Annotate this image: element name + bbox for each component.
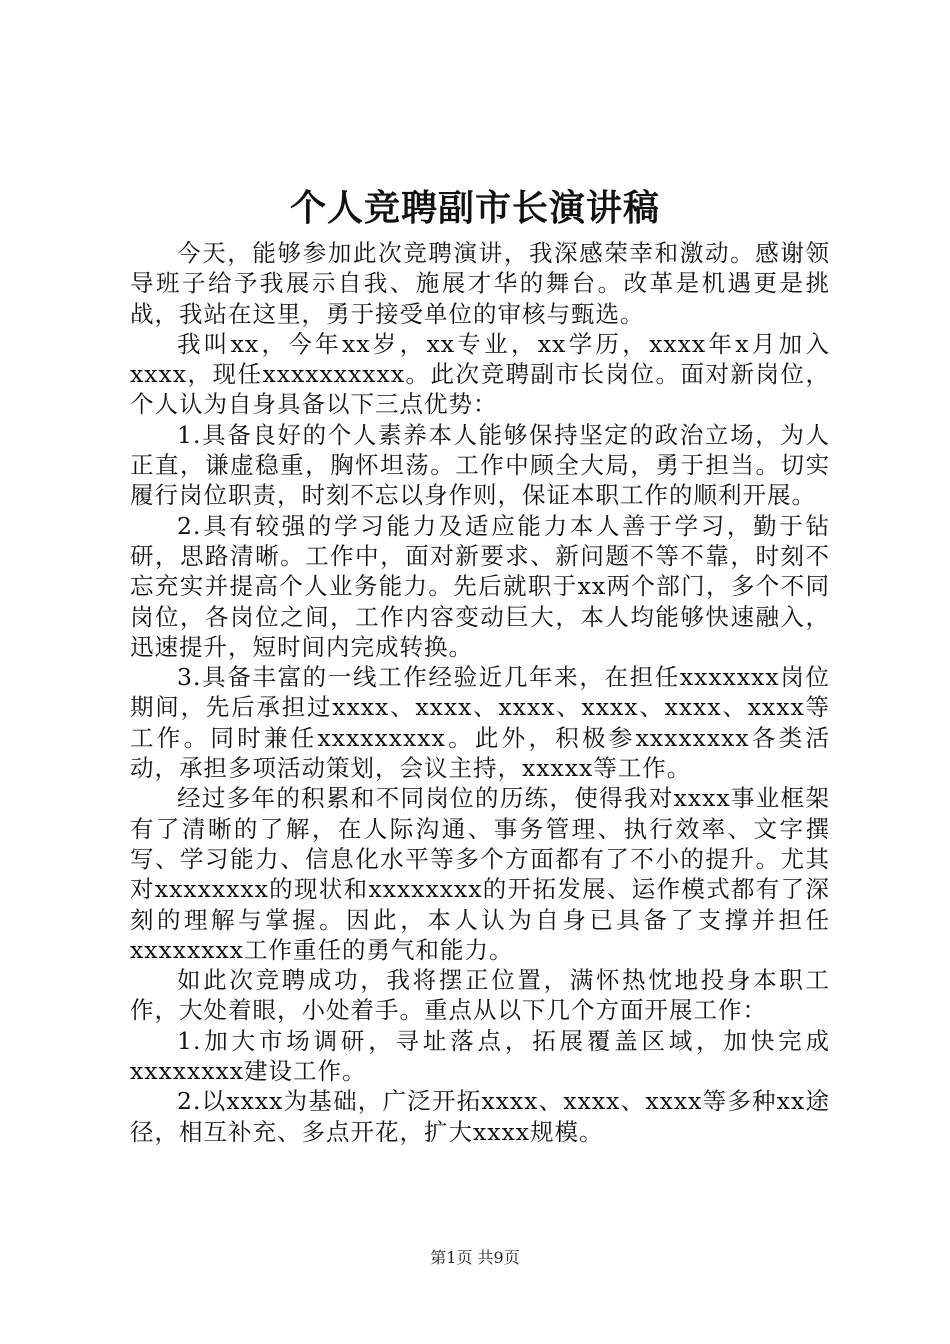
paragraph-self-introduction: 我叫xx，今年xx岁，xx专业，xx学历，xxxx年x月加入xxxx，现任xxxxxxxxxx。此次竞聘副市长岗位。面对新岗位，个人认为自身具备以下三点优势： xyxy=(130,329,830,419)
paragraph-experience-summary: 经过多年的积累和不同岗位的历练，使得我对xxxx事业框架有了清晰的了解，在人际沟通、事务管理、执行效率、文字撰写、学习能力、信息化水平等多个方面都有了不小的提升。尤其对xxxxxxxx的现状和xxxxxxxx的开拓发展、运作模式都有了深刻的理解与掌握。因此，本人认为自身已具备了支撑并担任xxxxxxxx工作重任的勇气和能力。 xyxy=(130,784,830,964)
page-number-footer: 第1页 共9页 xyxy=(430,1248,520,1267)
paragraph-work-plan-intro: 如此次竞聘成功，我将摆正位置，满怀热忱地投身本职工作，大处着眼，小处着手。重点从以下几个方面开展工作： xyxy=(130,966,830,1025)
paragraph-advantage-1: 1.具备良好的个人素养本人能够保持坚定的政治立场，为人正直，谦虚稳重，胸怀坦荡。工作中顾全大局，勇于担当。切实履行岗位职责，时刻不忘以身作则，保证本职工作的顺利开展。 xyxy=(130,420,830,510)
paragraph-intro: 今天，能够参加此次竞聘演讲，我深感荣幸和激动。感谢领导班子给予我展示自我、施展才华的舞台。改革是机遇更是挑战，我站在这里，勇于接受单位的审核与甄选。 xyxy=(130,239,830,328)
paragraph-plan-item-1: 1.加大市场调研，寻址落点，拓展覆盖区域，加快完成xxxxxxxx建设工作。 xyxy=(130,1026,830,1086)
paragraph-plan-item-2: 2.以xxxx为基础，广泛开拓xxxx、xxxx、xxxx等多种xx途径，相互补充、多点开花，扩大xxxx规模。 xyxy=(130,1087,830,1146)
document-body xyxy=(130,238,830,1147)
paragraph-advantage-2: 2.具有较强的学习能力及适应能力本人善于学习，勤于钻研，思路清晰。工作中，面对新要求、新问题不等不靠，时刻不忘充实并提高个人业务能力。先后就职于xx两个部门，多个不同岗位，各岗位之间，工作内容变动巨大，本人均能够快速融入，迅速提升，短时间内完成转换。 xyxy=(130,511,830,661)
paragraph-advantage-3: 3.具备丰富的一线工作经验近几年来，在担任xxxxxxx岗位期间，先后承担过xxxx、xxxx、xxxx、xxxx、xxxx、xxxx等工作。同时兼任xxxxxxxxx。此外，积极参xxxxxxxx各类活动，承担多项活动策划，会议主持，xxxxx等工作。 xyxy=(130,663,830,783)
document-title: 个人竞聘副市长演讲稿 xyxy=(289,187,660,229)
